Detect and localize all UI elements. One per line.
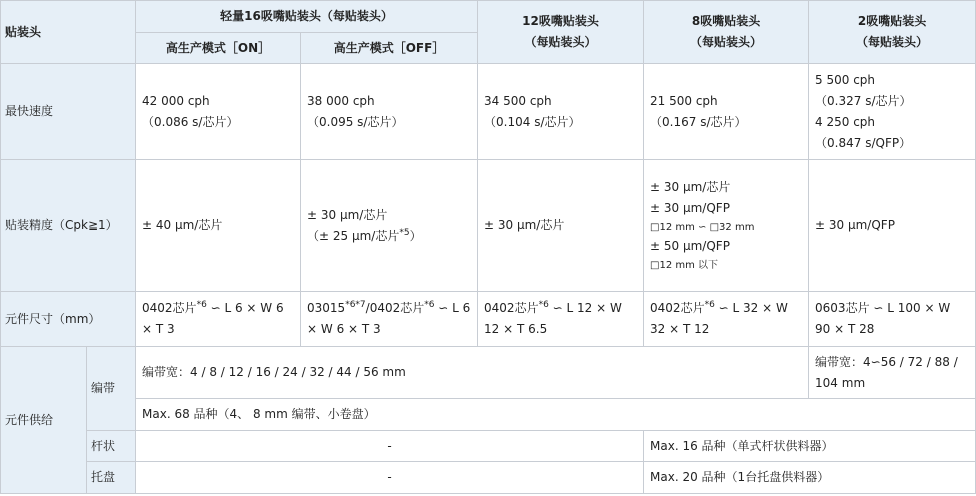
supply-label-tray: 托盘 bbox=[87, 462, 136, 494]
head-label: 贴装头 bbox=[1, 1, 136, 64]
supply-label-stick: 杆状 bbox=[87, 431, 136, 462]
size-12 bbox=[478, 292, 644, 347]
tape-max: Max. 68 品种（4、 8 mm 编带、小卷盘） bbox=[136, 399, 976, 431]
footnote-6: *6 bbox=[704, 300, 715, 310]
speed-on-value: 42 000 cph bbox=[142, 93, 210, 108]
head-2-line2: （每贴装头） bbox=[856, 35, 929, 49]
head-12-line1: 12吸嘴贴装头 bbox=[522, 14, 599, 28]
head-mode-off: 高生产模式［OFF］ bbox=[301, 33, 478, 64]
head-2-line1: 2吸嘴贴装头 bbox=[857, 14, 927, 28]
accuracy-off bbox=[301, 160, 478, 292]
size-2: 0603芯片 ∽ L 100 × W 90 × T 28 bbox=[809, 292, 976, 347]
speed-2 bbox=[809, 64, 976, 160]
accuracy-2: ± 30 μm/QFP bbox=[809, 160, 976, 292]
accuracy-8-qfp-range: □12 mm ∽ □32 mm bbox=[650, 222, 755, 233]
tray-max: Max. 20 品种（1台托盘供料器） bbox=[644, 462, 976, 494]
size-8-dims: ∽ L 32 × W 32 × T 12 bbox=[650, 301, 788, 336]
head-8-nozzle bbox=[644, 1, 809, 64]
tape-width-2: 编带宽：4∽56 / 72 / 88 / 104 mm bbox=[809, 347, 976, 399]
speed-on-per-chip: （0.086 s/芯片） bbox=[142, 114, 239, 129]
row-label-accuracy: 贴装精度（Cpk≧1） bbox=[1, 160, 136, 292]
speed-on bbox=[136, 64, 301, 160]
head-8-line2: （每贴装头） bbox=[690, 35, 763, 49]
speed-off-per-chip: （0.095 s/芯片） bbox=[307, 114, 404, 129]
stick-none: - bbox=[136, 431, 644, 462]
accuracy-8-qfp-small: ± 50 μm/QFP bbox=[650, 239, 730, 253]
head-12-nozzle bbox=[478, 1, 644, 64]
speed-2-value-chip: 5 500 cph bbox=[815, 72, 876, 87]
size-on-text: 0402芯片 bbox=[142, 301, 197, 315]
size-off-dims: ∽ L 6 × W 6 × T 3 bbox=[307, 301, 471, 336]
tape-width: 编带宽：4 / 8 / 12 / 16 / 24 / 32 / 44 / 56 mm bbox=[136, 347, 809, 399]
accuracy-8-chip: ± 30 μm/芯片 bbox=[650, 180, 731, 194]
accuracy-off-alt-close: ） bbox=[409, 228, 422, 243]
tray-none: - bbox=[136, 462, 644, 494]
speed-12-per-chip: （0.104 s/芯片） bbox=[484, 114, 581, 129]
speed-12-value: 34 500 cph bbox=[484, 93, 552, 108]
row-label-supply: 元件供给 bbox=[1, 347, 87, 494]
speed-2-per-chip: （0.327 s/芯片） bbox=[815, 93, 912, 108]
size-on bbox=[136, 292, 301, 347]
accuracy-off-chip: ± 30 μm/芯片 bbox=[307, 207, 388, 222]
size-8 bbox=[644, 292, 809, 347]
size-12-dims: ∽ L 12 × W 12 × T 6.5 bbox=[484, 301, 622, 336]
footnote-6-7: *6*7 bbox=[345, 300, 366, 310]
speed-8-per-chip: （0.167 s/芯片） bbox=[650, 114, 747, 129]
size-off-chip: /0402芯片 bbox=[365, 301, 425, 315]
stick-max: Max. 16 品种（单式杆状供料器） bbox=[644, 431, 976, 462]
speed-12 bbox=[478, 64, 644, 160]
row-label-speed: 最快速度 bbox=[1, 64, 136, 160]
speed-8 bbox=[644, 64, 809, 160]
footnote-5: *5 bbox=[399, 227, 410, 238]
size-on-dims: ∽ L 6 × W 6 × T 3 bbox=[142, 301, 284, 336]
accuracy-off-alt-text: （± 25 μm/芯片 bbox=[307, 228, 400, 243]
speed-2-per-qfp: （0.847 s/QFP） bbox=[815, 135, 912, 150]
footnote-6: *6 bbox=[538, 300, 549, 310]
head-12-line2: （每贴装头） bbox=[524, 35, 597, 49]
row-label-size: 元件尺寸（mm） bbox=[1, 292, 136, 347]
size-off-text: 03015 bbox=[307, 301, 346, 315]
accuracy-8-qfp: ± 30 μm/QFP bbox=[650, 201, 730, 215]
head-16-nozzle: 轻量16吸嘴贴装头（每贴装头） bbox=[136, 1, 478, 33]
size-off bbox=[301, 292, 478, 347]
size-12-text: 0402芯片 bbox=[484, 301, 539, 315]
speed-2-value-qfp: 4 250 cph bbox=[815, 114, 876, 129]
accuracy-8-qfp-small-range: □12 mm 以下 bbox=[650, 260, 719, 271]
head-mode-on: 高生产模式［ON］ bbox=[136, 33, 301, 64]
accuracy-off-alt bbox=[307, 226, 471, 247]
accuracy-on: ± 40 μm/芯片 bbox=[136, 160, 301, 292]
speed-8-value: 21 500 cph bbox=[650, 93, 718, 108]
supply-label-tape: 编带 bbox=[87, 347, 136, 431]
head-2-nozzle bbox=[809, 1, 976, 64]
accuracy-8 bbox=[644, 160, 809, 292]
speed-off bbox=[301, 64, 478, 160]
accuracy-12: ± 30 μm/芯片 bbox=[478, 160, 644, 292]
size-8-text: 0402芯片 bbox=[650, 301, 705, 315]
head-8-line1: 8吸嘴贴装头 bbox=[691, 14, 761, 28]
footnote-6: *6 bbox=[424, 300, 435, 310]
footnote-6: *6 bbox=[196, 300, 207, 310]
speed-off-value: 38 000 cph bbox=[307, 93, 375, 108]
